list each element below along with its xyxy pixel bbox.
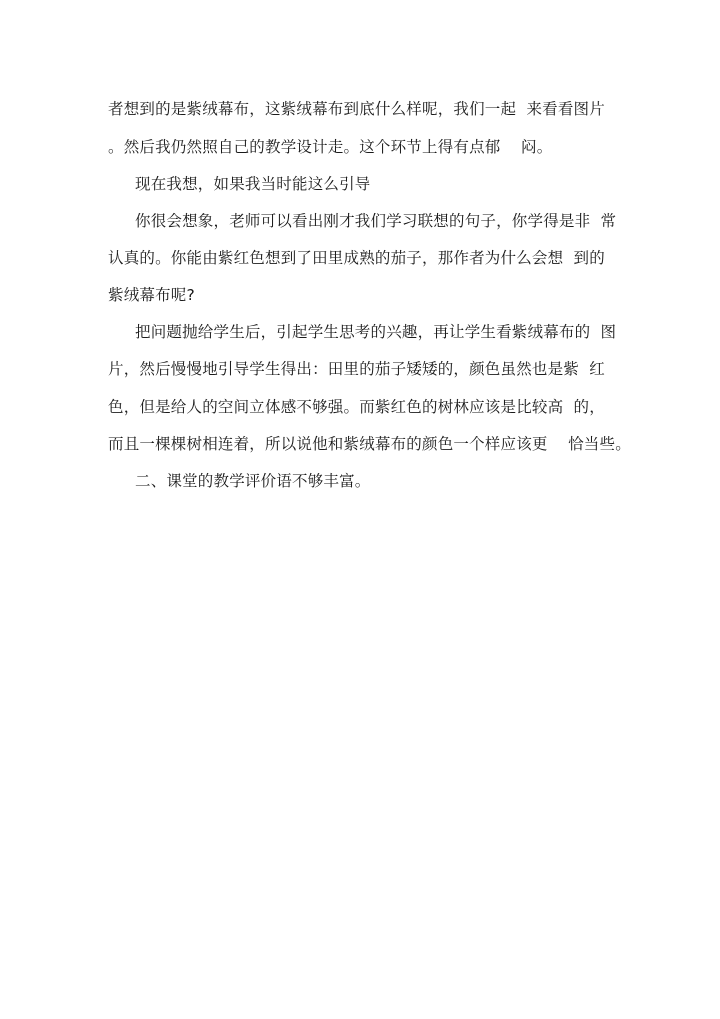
text-line-1: 者想到的是紫绒幕布，这紫绒幕布到底什么样呢，我们一起 来看看图片: [108, 100, 605, 118]
text-line-8: 片，然后慢慢地引导学生得出：田里的茄子矮矮的，颜色虽然也是紫 红: [108, 360, 605, 378]
text-line-11: 二、课堂的教学评价语不够丰富。: [135, 472, 371, 490]
text-line-3: 现在我想，如果我当时能这么引导: [135, 175, 371, 193]
text-line-5: 认真的。你能由紫红色想到了田里成熟的茄子，那作者为什么会想 到的: [108, 249, 605, 267]
text-line-10: 而且一棵棵树相连着，所以说他和紫绒幕布的颜色一个样应该更 恰当些。: [108, 435, 631, 453]
text-line-2: 。然后我仍然照自己的教学设计走。这个环节上得有点郁 闷。: [108, 138, 553, 156]
text-line-7: 把问题抛给学生后，引起学生思考的兴趣，再让学生看紫绒幕布的 图: [135, 323, 617, 341]
text-line-9: 色，但是给人的空间立体感不够强。而紫红色的树林应该是比较高 的，: [108, 398, 605, 416]
text-line-6: 紫绒幕布呢?: [108, 286, 195, 304]
text-line-4: 你很会想象，老师可以看出刚才我们学习联想的句子，你学得是非 常: [135, 212, 617, 230]
